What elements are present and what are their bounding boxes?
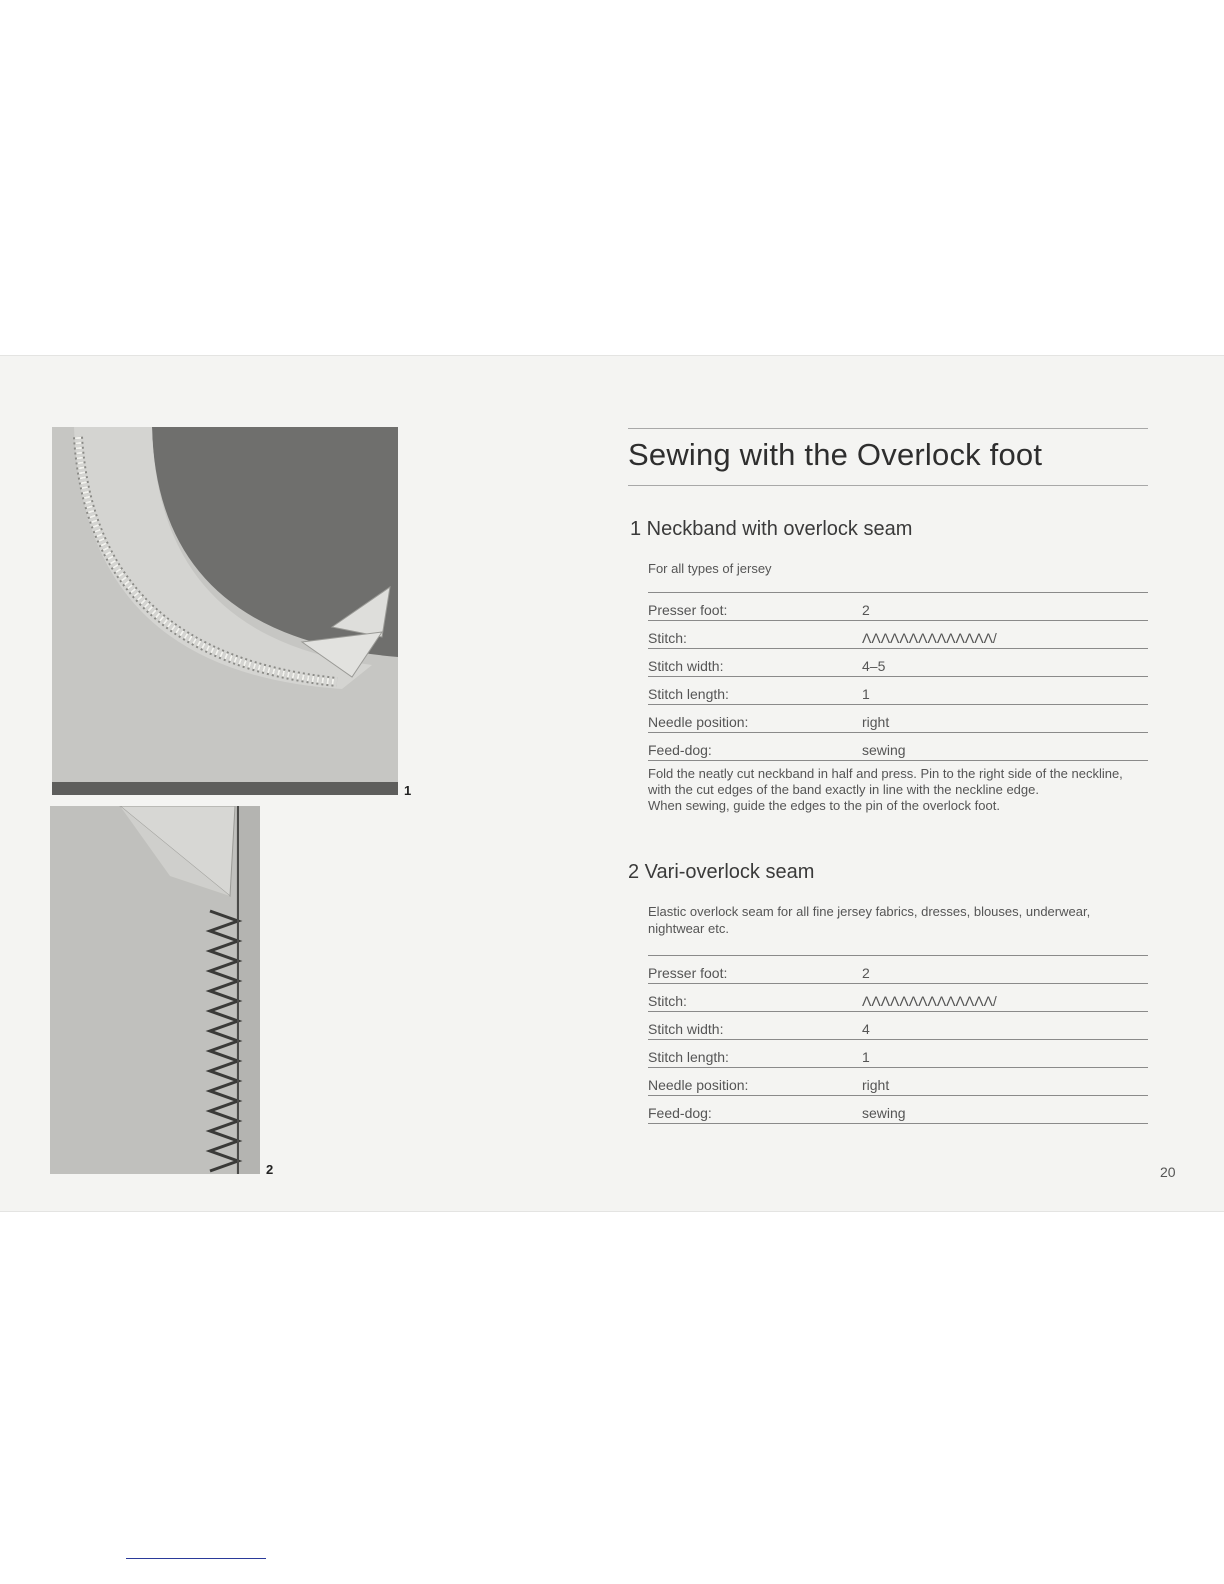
setting-value: 1 <box>862 677 1148 705</box>
settings-row <box>648 1012 1148 1040</box>
setting-label: Needle position: <box>648 705 862 733</box>
title-rule-bottom <box>628 485 1148 486</box>
settings-row <box>648 1096 1148 1124</box>
photo-vari-overlock-seam <box>50 806 260 1174</box>
settings-row <box>648 621 1148 649</box>
section-2-settings-table <box>648 955 1148 1124</box>
setting-value: right <box>862 1068 1148 1096</box>
setting-value: 2 <box>862 593 1148 621</box>
settings-row <box>648 705 1148 733</box>
figure-number-2: 2 <box>266 1162 274 1177</box>
setting-label: Stitch width: <box>648 1012 862 1040</box>
settings-row <box>648 593 1148 621</box>
settings-row <box>648 1040 1148 1068</box>
section-2-heading: 2 Vari-overlock seam <box>628 861 815 883</box>
setting-value: ΛΛΛΛΛΛΛΛΛΛΛΛΛΛ/ <box>862 621 1148 649</box>
setting-value: sewing <box>862 733 1148 761</box>
title-rule-top <box>628 428 1148 429</box>
section-1-settings-table <box>648 592 1148 761</box>
setting-value: sewing <box>862 1096 1148 1124</box>
vari-overlock-illustration <box>50 806 260 1174</box>
settings-row <box>648 1068 1148 1096</box>
setting-label: Stitch: <box>648 984 862 1012</box>
setting-label: Presser foot: <box>648 593 862 621</box>
setting-value: 4 <box>862 1012 1148 1040</box>
page-number: 20 <box>1160 1164 1176 1180</box>
neckband-illustration <box>52 427 398 795</box>
page-title: Sewing with the Overlock foot <box>628 437 1043 472</box>
settings-row <box>648 677 1148 705</box>
instruction-paragraph: When sewing, guide the edges to the pin of the overlock foot. <box>648 798 1000 813</box>
setting-label: Presser foot: <box>648 956 862 984</box>
setting-value: 1 <box>862 1040 1148 1068</box>
figure-number-1: 1 <box>404 783 412 798</box>
settings-row <box>648 733 1148 761</box>
section-1-intro: For all types of jersey <box>648 561 772 576</box>
setting-label: Feed-dog: <box>648 733 862 761</box>
settings-row <box>648 984 1148 1012</box>
section-2-intro: Elastic overlock seam for all fine jersey fabrics, dresses, blouses, underwear, nightwear etc. <box>648 904 1091 936</box>
section-1-instructions <box>648 766 1148 814</box>
instruction-paragraph: Fold the neatly cut neckband in half and press. Pin to the right side of the neckline, with the cut edges of the band exactly in line with the neckline edge. <box>648 766 1123 797</box>
photo-neckband-seam <box>52 427 398 795</box>
setting-value: 2 <box>862 956 1148 984</box>
footnote-link-underline[interactable] <box>126 1558 266 1559</box>
setting-value: right <box>862 705 1148 733</box>
setting-label: Stitch length: <box>648 677 862 705</box>
section-1-heading: 1 Neckband with overlock seam <box>630 518 913 540</box>
setting-label: Feed-dog: <box>648 1096 862 1124</box>
setting-label: Stitch width: <box>648 649 862 677</box>
setting-value: 4–5 <box>862 649 1148 677</box>
setting-label: Stitch length: <box>648 1040 862 1068</box>
setting-value: ΛΛΛΛΛΛΛΛΛΛΛΛΛΛ/ <box>862 984 1148 1012</box>
settings-row <box>648 649 1148 677</box>
settings-row <box>648 956 1148 984</box>
setting-label: Stitch: <box>648 621 862 649</box>
setting-label: Needle position: <box>648 1068 862 1096</box>
